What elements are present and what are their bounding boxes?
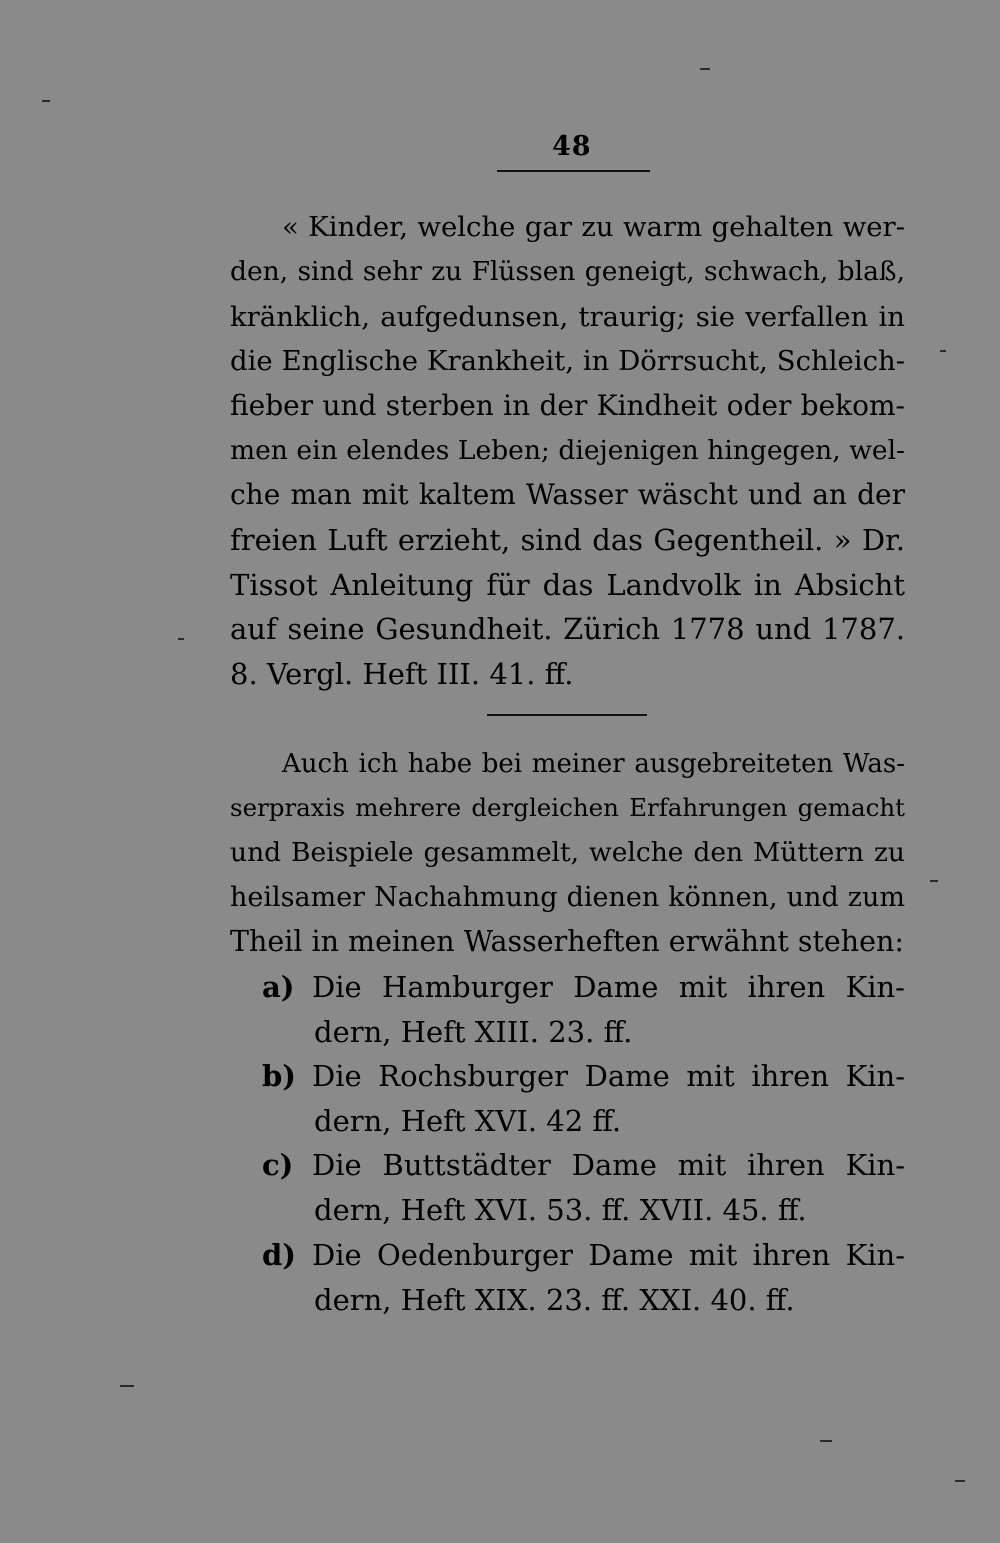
item-a-line-2: dern, Heft XIII. 23. ff. xyxy=(314,1015,633,1049)
quote-line-10: auf seine Gesundheit. Zürich 1778 und 1787. xyxy=(230,612,905,646)
scan-speck xyxy=(120,1385,134,1387)
quote-line-7: che man mit kaltem Wasser wäscht und an der xyxy=(230,478,905,511)
quote-line-5: fieber und sterben in der Kindheit oder bekom- xyxy=(230,389,905,422)
body-line-3: und Beispiele gesammelt, welche den Müttern zu xyxy=(230,837,905,868)
quote-line-1: « Kinder, welche gar zu warm gehalten wer- xyxy=(282,211,905,243)
quote-line-6: men ein elendes Leben; diejenigen hingegen, wel- xyxy=(230,435,905,466)
scan-speck xyxy=(955,1480,965,1482)
section-divider xyxy=(487,714,647,716)
scan-speck xyxy=(42,100,50,102)
item-d-label: d) xyxy=(262,1238,296,1272)
scan-speck xyxy=(940,350,946,352)
page-number: 48 xyxy=(552,131,592,162)
item-a-label: a) xyxy=(262,970,295,1004)
scan-speck xyxy=(820,1440,832,1442)
item-d-line-2: dern, Heft XIX. 23. ff. XXI. 40. ff. xyxy=(314,1283,795,1317)
item-b-line-2: dern, Heft XVI. 42 ff. xyxy=(314,1104,622,1138)
quote-line-2: den, sind sehr zu Flüssen geneigt, schwach, blaß, xyxy=(230,256,905,287)
item-c-label: c) xyxy=(262,1148,294,1182)
quote-line-8: freien Luft erzieht, sind das Gegentheil. » Dr. xyxy=(230,523,905,557)
body-line-2: serpraxis mehrere dergleichen Erfahrungen gemacht xyxy=(230,793,905,822)
item-c-line-1: Die Buttstädter Dame mit ihren Kin- xyxy=(312,1148,905,1182)
scan-speck xyxy=(930,880,938,882)
quote-line-3: kränklich, aufgedunsen, traurig; sie verfallen in xyxy=(230,301,905,333)
item-a-line-1: Die Hamburger Dame mit ihren Kin- xyxy=(312,970,905,1004)
item-d-line-1: Die Oedenburger Dame mit ihren Kin- xyxy=(312,1238,905,1272)
quote-line-9: Tissot Anleitung für das Landvolk in Absicht xyxy=(230,568,905,602)
quote-line-11: 8. Vergl. Heft III. 41. ff. xyxy=(230,657,574,691)
item-c-line-2: dern, Heft XVI. 53. ff. XVII. 45. ff. xyxy=(314,1193,807,1227)
scan-speck xyxy=(700,68,710,70)
body-line-1: Auch ich habe bei meiner ausgebreiteten Was- xyxy=(282,749,905,779)
item-b-label: b) xyxy=(262,1059,296,1093)
body-line-5: Theil in meinen Wasserheften erwähnt stehen: xyxy=(230,925,904,958)
item-b-line-1: Die Rochsburger Dame mit ihren Kin- xyxy=(312,1059,905,1093)
scan-speck xyxy=(178,638,184,640)
header-rule xyxy=(497,170,650,172)
quote-line-4: die Englische Krankheit, in Dörrsucht, Schleich- xyxy=(230,345,905,377)
body-line-4: heilsamer Nachahmung dienen können, und zum xyxy=(230,882,905,913)
